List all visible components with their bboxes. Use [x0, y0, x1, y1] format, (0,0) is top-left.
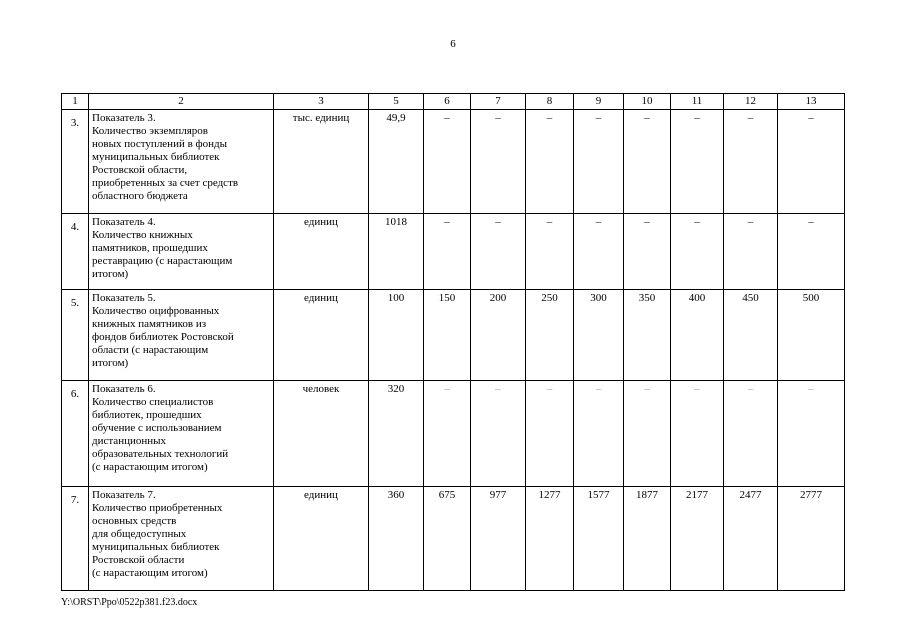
- table-body: [62, 94, 845, 591]
- header-cell-col-2: 2: [89, 94, 274, 110]
- indicator-name-line: фондов библиотек Ростовской: [92, 331, 234, 343]
- value-cell: 300: [574, 290, 624, 381]
- indicator-name-line: муниципальных библиотек: [92, 541, 220, 553]
- value-cell: –: [526, 214, 574, 290]
- row-number-cell: 7.: [62, 487, 89, 591]
- footer-file-path: Y:\ORST\Ppo\0522p381.f23.docx: [61, 597, 198, 608]
- indicator-name-line: (с нарастающим итогом): [92, 461, 208, 473]
- value-cell: 360: [369, 487, 424, 591]
- value-cell: –: [574, 110, 624, 214]
- table-row: [62, 214, 845, 290]
- header-cell-col-7: 7: [471, 94, 526, 110]
- table-row: [62, 290, 845, 381]
- indicator-name-line: Ростовской области: [92, 554, 185, 566]
- value-cell: –: [574, 381, 624, 487]
- value-cell: 150: [424, 290, 471, 381]
- header-cell-col-5: 5: [369, 94, 424, 110]
- value-cell: –: [724, 214, 778, 290]
- indicator-name-line: для общедоступных: [92, 528, 187, 540]
- indicator-name-line: Показатель 6.: [92, 383, 156, 395]
- header-cell-col-11: 11: [671, 94, 724, 110]
- value-cell: 450: [724, 290, 778, 381]
- indicator-name-line: Количество экземпляров: [92, 125, 209, 137]
- indicator-name-line: обучение с использованием: [92, 422, 222, 434]
- value-cell: 675: [424, 487, 471, 591]
- indicator-name-line: областного бюджета: [92, 190, 188, 202]
- value-cell: –: [424, 381, 471, 487]
- indicator-name-line: книжных памятников из: [92, 318, 207, 330]
- unit-cell: человек: [274, 381, 369, 487]
- indicator-name-line: памятников, прошедших: [92, 242, 208, 254]
- row-number-cell: 6.: [62, 381, 89, 487]
- value-cell: 1018: [369, 214, 424, 290]
- table-row: [62, 487, 845, 591]
- unit-cell: единиц: [274, 214, 369, 290]
- indicator-name-line: области (с нарастающим: [92, 344, 209, 356]
- value-cell: –: [574, 214, 624, 290]
- indicator-name-line: реставрацию (с нарастающим: [92, 255, 233, 267]
- indicator-name-line: дистанционных: [92, 435, 167, 447]
- indicator-name-line: приобретенных за счет средств: [92, 177, 239, 189]
- value-cell: –: [671, 214, 724, 290]
- indicator-name-line: библиотек, прошедших: [92, 409, 202, 421]
- value-cell: –: [778, 381, 845, 487]
- table-row: [62, 381, 845, 487]
- indicator-name-line: Количество приобретенных: [92, 502, 223, 514]
- value-cell: 49,9: [369, 110, 424, 214]
- value-cell: –: [778, 110, 845, 214]
- indicator-name-line: муниципальных библиотек: [92, 151, 220, 163]
- value-cell: 1877: [624, 487, 671, 591]
- value-cell: –: [671, 381, 724, 487]
- value-cell: 2177: [671, 487, 724, 591]
- indicator-name-line: итогом): [92, 357, 129, 369]
- value-cell: 1577: [574, 487, 624, 591]
- indicator-name-line: Ростовской области,: [92, 164, 188, 176]
- value-cell: –: [424, 110, 471, 214]
- value-cell: –: [471, 214, 526, 290]
- indicator-name-cell: [89, 214, 274, 290]
- header-cell-col-3: 3: [274, 94, 369, 110]
- value-cell: –: [471, 381, 526, 487]
- value-cell: 2477: [724, 487, 778, 591]
- indicator-name-line: Показатель 4.: [92, 216, 156, 228]
- header-row: [62, 94, 845, 110]
- row-number-cell: 4.: [62, 214, 89, 290]
- indicator-name-line: Количество оцифрованных: [92, 305, 220, 317]
- header-cell-col-13: 13: [778, 94, 845, 110]
- page-number: 6: [450, 38, 456, 50]
- indicator-name-cell: [89, 110, 274, 214]
- value-cell: 100: [369, 290, 424, 381]
- indicator-name-line: Количество книжных: [92, 229, 193, 241]
- value-cell: –: [526, 110, 574, 214]
- value-cell: –: [724, 110, 778, 214]
- value-cell: 400: [671, 290, 724, 381]
- indicator-name-line: (с нарастающим итогом): [92, 567, 208, 579]
- value-cell: 500: [778, 290, 845, 381]
- value-cell: 320: [369, 381, 424, 487]
- indicator-name-line: основных средств: [92, 515, 177, 527]
- header-cell-col-8: 8: [526, 94, 574, 110]
- value-cell: –: [526, 381, 574, 487]
- value-cell: 2777: [778, 487, 845, 591]
- row-number-cell: 3.: [62, 110, 89, 214]
- indicator-name-line: Показатель 5.: [92, 292, 156, 304]
- value-cell: –: [624, 214, 671, 290]
- indicator-name-line: Показатель 7.: [92, 489, 156, 501]
- indicator-name-line: Показатель 3.: [92, 112, 156, 124]
- value-cell: 350: [624, 290, 671, 381]
- indicator-name-line: Количество специалистов: [92, 396, 214, 408]
- value-cell: –: [471, 110, 526, 214]
- header-cell-col-10: 10: [624, 94, 671, 110]
- indicator-name-cell: [89, 290, 274, 381]
- indicator-name-cell: [89, 381, 274, 487]
- value-cell: –: [424, 214, 471, 290]
- row-number-cell: 5.: [62, 290, 89, 381]
- value-cell: 250: [526, 290, 574, 381]
- value-cell: –: [724, 381, 778, 487]
- header-cell-col-9: 9: [574, 94, 624, 110]
- value-cell: –: [624, 381, 671, 487]
- value-cell: –: [778, 214, 845, 290]
- value-cell: 200: [471, 290, 526, 381]
- indicator-name-line: образовательных технологий: [92, 448, 229, 460]
- unit-cell: единиц: [274, 290, 369, 381]
- header-cell-col-6: 6: [424, 94, 471, 110]
- indicator-name-line: новых поступлений в фонды: [92, 138, 228, 150]
- indicators-table: [61, 93, 845, 591]
- header-cell-col-1: 1: [62, 94, 89, 110]
- unit-cell: тыс. единиц: [274, 110, 369, 214]
- value-cell: –: [624, 110, 671, 214]
- unit-cell: единиц: [274, 487, 369, 591]
- indicator-name-line: итогом): [92, 268, 129, 280]
- value-cell: –: [671, 110, 724, 214]
- table-row: [62, 110, 845, 214]
- value-cell: 977: [471, 487, 526, 591]
- value-cell: 1277: [526, 487, 574, 591]
- indicator-name-cell: [89, 487, 274, 591]
- header-cell-col-12: 12: [724, 94, 778, 110]
